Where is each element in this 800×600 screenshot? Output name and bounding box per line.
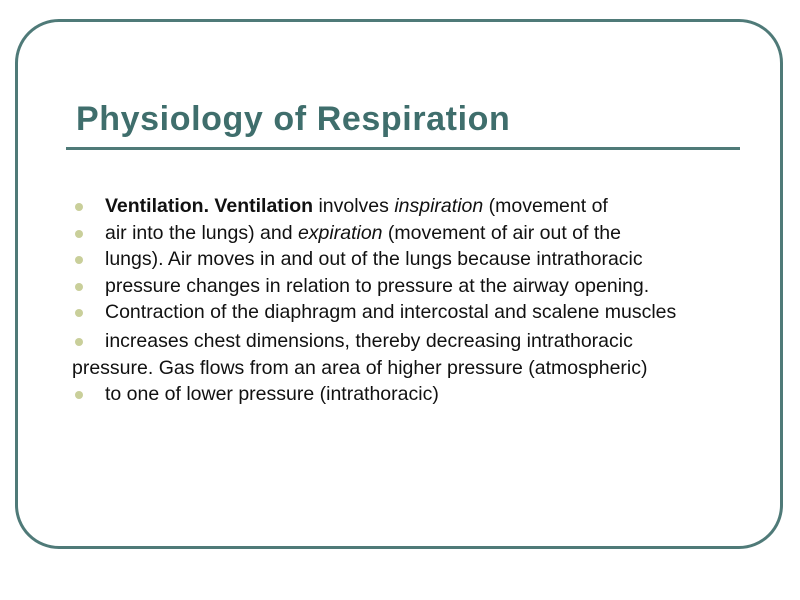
bullet-text-segment: increases chest dimensions, thereby decreasing intrathoracic (105, 330, 633, 352)
bullet-dot-icon (75, 256, 83, 264)
bullet-line (72, 273, 752, 300)
bullet-dot-icon (75, 391, 83, 399)
bullet-dot-icon (75, 283, 83, 291)
bullet-text-segment: lungs). Air moves in and out of the lungs because intrathoracic (105, 248, 643, 270)
bullet-dot-icon (75, 230, 83, 238)
bullet-text-segment: inspiration (394, 195, 484, 217)
bullet-text-segment: air into the lungs) and (105, 221, 298, 244)
bullet-text-segment: (movement of air out of the (382, 221, 621, 244)
bullet-text-segment: pressure changes in relation to pressure at the airway opening. (105, 274, 650, 297)
bullet-text-segment: (movement of (483, 195, 608, 217)
bullet-dot-icon (75, 203, 83, 211)
bullet-line (72, 328, 752, 355)
bullet-dot-icon (75, 309, 83, 317)
bullet-text-segment: Contraction of the diaphragm and intercostal and scalene muscles (105, 301, 677, 323)
bullet-line (72, 193, 752, 220)
bullet-text-segment: pressure. Gas flows from an area of higher pressure (atmospheric) (72, 356, 648, 379)
slide-title: Physiology of Respiration (76, 100, 511, 138)
bullet-line (72, 302, 705, 322)
title-divider (66, 147, 740, 150)
bullet-dot-icon (75, 338, 83, 346)
bullet-line (72, 220, 752, 247)
bullet-text-segment: expiration (297, 221, 383, 244)
bullet-line (72, 355, 752, 382)
bullet-text-segment: Ventilation. Ventilation (105, 195, 314, 217)
bullet-line (72, 246, 752, 273)
bullet-line (72, 381, 752, 408)
slide-body (72, 193, 752, 408)
bullet-text-segment: to one of lower pressure (intrathoracic) (105, 383, 439, 405)
bullet-text-segment: involves (313, 195, 395, 217)
